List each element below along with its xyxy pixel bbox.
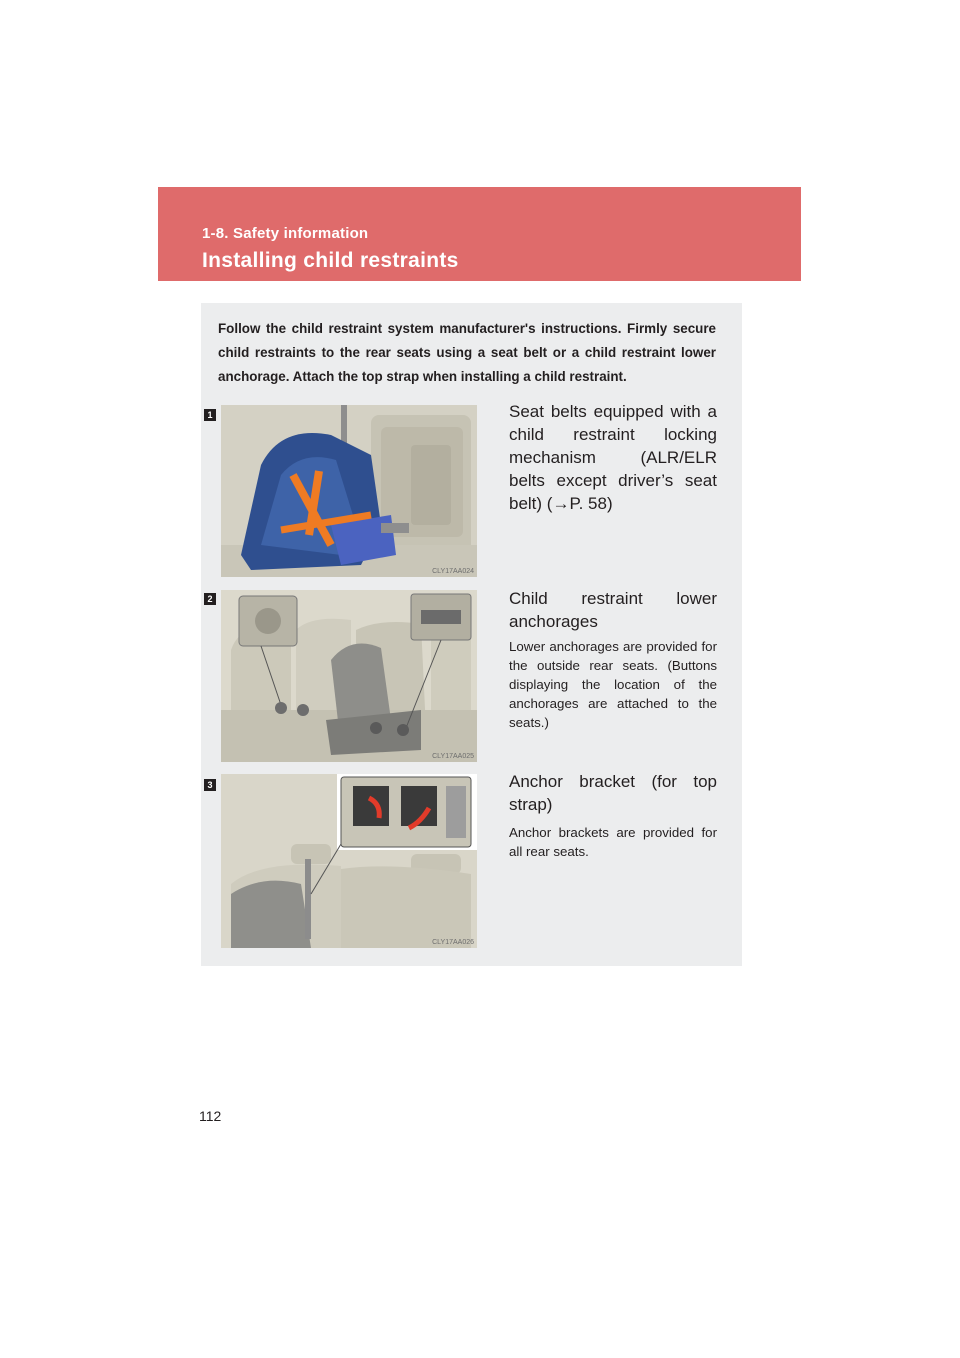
item-title: Child restraint lower anchorages	[509, 589, 717, 631]
content-panel	[201, 303, 742, 966]
item-description: Anchor brackets are provided for all rear seats.	[509, 825, 717, 859]
section-label: 1-8. Safety information	[202, 225, 369, 242]
item-description: Lower anchorages are provided for the outside rear seats. (Buttons displaying the location of the anchorages are attached to the seats.)	[509, 639, 717, 730]
image-code: CLY17AA025	[432, 753, 474, 760]
image-code: CLY17AA026	[432, 939, 474, 946]
section-header	[158, 187, 801, 281]
child-seat-belt-illustration	[221, 405, 477, 577]
item-title: Anchor bracket (for top strap)	[509, 772, 717, 814]
page-title: Installing child restraints	[202, 249, 459, 272]
lower-anchorages-illustration	[221, 590, 477, 762]
item-number-badge: 2	[204, 593, 216, 605]
item-title: Seat belts equipped with a child restraint locking mechanism (ALR/ELR belts except driver’s seat belt) (→P. 58)	[509, 402, 717, 513]
page-number: 112	[199, 1108, 222, 1124]
item-number-badge: 1	[204, 409, 216, 421]
item-number-badge: 3	[204, 779, 216, 791]
intro-paragraph: Follow the child restraint system manufacturer's instructions. Firmly secure child restraints to the rear seats using a seat belt or a child restraint lower anchorage. Attach the top strap when installing a child restraint.	[218, 321, 716, 384]
anchor-bracket-illustration	[221, 774, 477, 948]
image-code: CLY17AA024	[432, 568, 474, 575]
